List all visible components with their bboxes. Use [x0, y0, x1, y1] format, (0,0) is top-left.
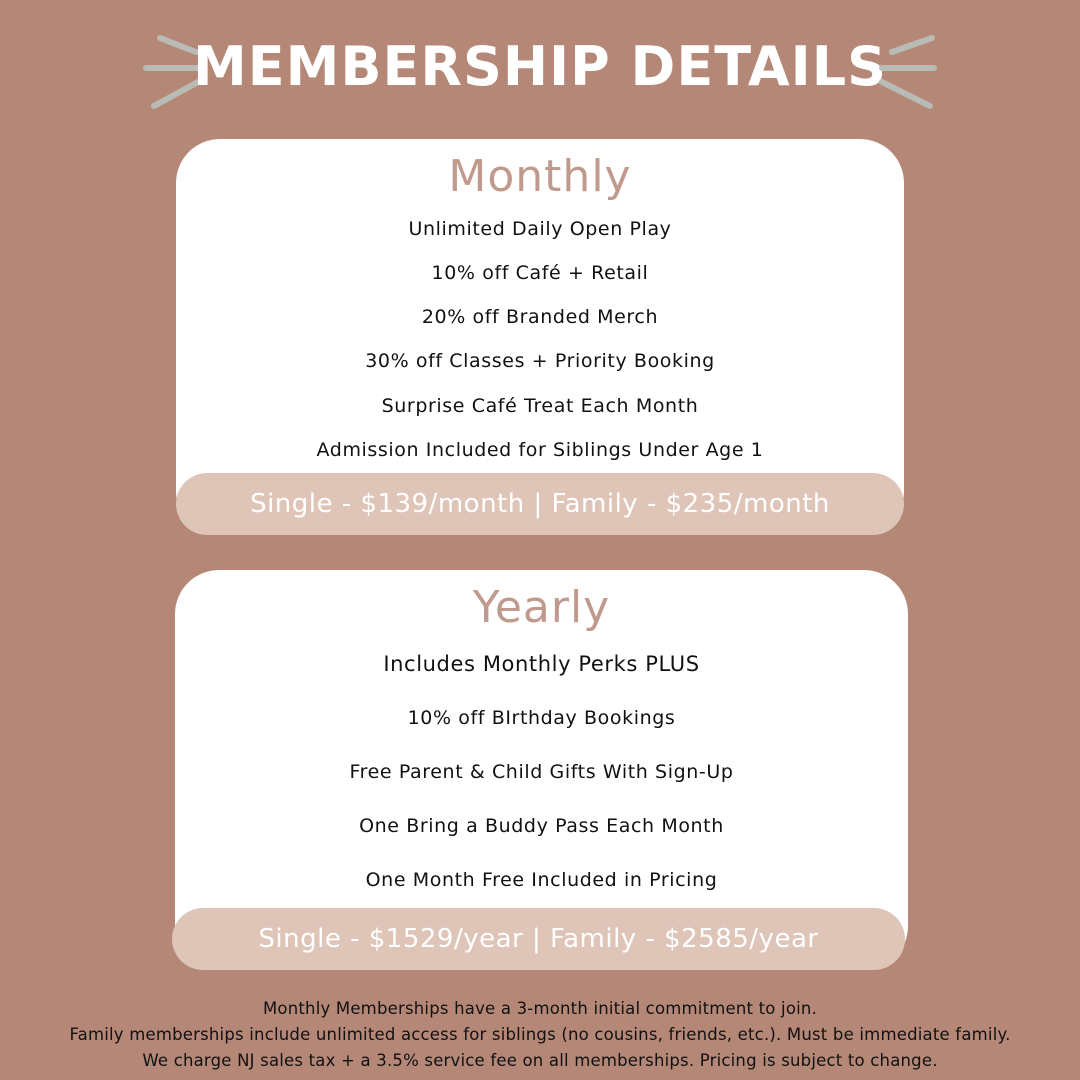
yearly-perk: One Bring a Buddy Pass Each Month — [359, 815, 724, 837]
monthly-perk: 10% off Café + Retail — [431, 262, 649, 284]
monthly-perk: Surprise Café Treat Each Month — [381, 395, 699, 417]
monthly-perk: Unlimited Daily Open Play — [408, 218, 672, 240]
burst-right-icon — [868, 28, 948, 118]
monthly-heading: Monthly — [448, 151, 632, 202]
title-banner — [0, 28, 1080, 108]
yearly-perk: 10% off BIrthday Bookings — [407, 707, 676, 729]
yearly-perk: Includes Monthly Perks PLUS — [383, 652, 700, 676]
monthly-perk: 20% off Branded Merch — [421, 306, 659, 328]
footer-notes — [0, 996, 1080, 1074]
yearly-perk: One Month Free Included in Pricing — [365, 869, 718, 891]
footer-line: We charge NJ sales tax + a 3.5% service fee on all memberships. Pricing is subject to change. — [142, 1051, 938, 1070]
yearly-price-bar: Single - $1529/year | Family - $2585/year — [172, 908, 905, 970]
monthly-price-bar: Single - $139/month | Family - $235/month — [176, 473, 904, 535]
footer-line: Monthly Memberships have a 3-month initial commitment to join. — [262, 999, 818, 1018]
page-title: MEMBERSHIP DETAILS — [192, 35, 888, 98]
monthly-perk: 30% off Classes + Priority Booking — [365, 350, 715, 372]
yearly-perk: Free Parent & Child Gifts With Sign-Up — [349, 761, 734, 783]
yearly-heading: Yearly — [472, 582, 611, 633]
monthly-perk: Admission Included for Siblings Under Age 1 — [316, 439, 764, 461]
footer-line: Family memberships include unlimited access for siblings (no cousins, friends, etc.). Must be immediate family. — [69, 1025, 1011, 1044]
